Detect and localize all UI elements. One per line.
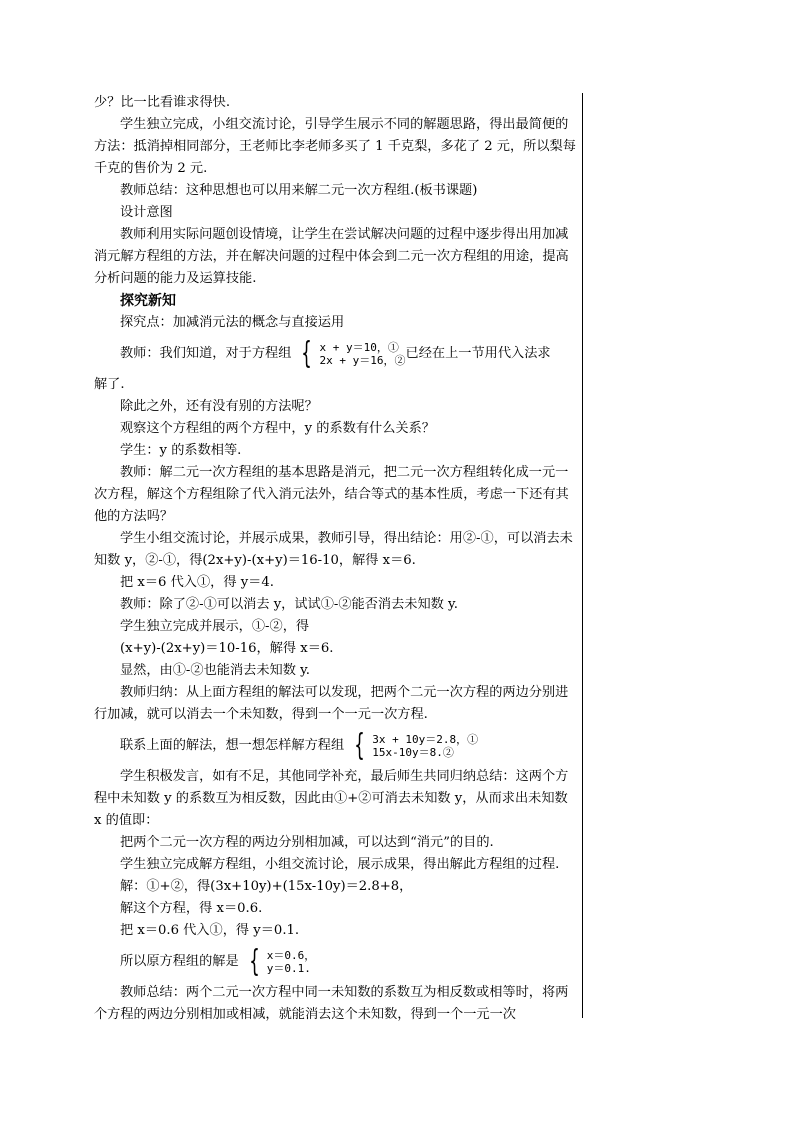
paragraph: 联系上面的解法，想一想怎样解方程组 [120,738,345,753]
paragraph: 把两个二元一次方程的两边分别相加减，可以达到“消元”的目的. [120,835,494,850]
brace-icon: { [354,728,365,763]
lesson-text [94,92,578,1026]
paragraph: 教师总结：这种思想也可以用来解二元一次方程组.(板书课题) [120,183,478,198]
paragraph: 显然，由①-②也能消去未知数 y. [120,663,310,678]
equation-line [94,334,578,374]
paragraph: 学生：y 的系数相等. [120,443,242,458]
equation: 15x-10y＝8.② [372,746,454,759]
brace-icon: { [248,944,260,979]
paragraph: 教师：除了②-①可以消去 y，试试①-②能否消去未知数 y. [120,597,458,612]
paragraph: 解了. [94,377,125,392]
equation: y＝0.1. [266,962,311,975]
paragraph: (x+y)-(2x+y)＝10-16，解得 x＝6. [120,641,334,656]
paragraph: 把 x＝0.6 代入①，得 y＝0.1. [120,923,300,938]
paragraph: 所以原方程组的解是 [120,954,239,969]
paragraph: 学生独立完成解方程组，小组交流讨论，展示成果，得出解此方程组的过程. [120,857,560,872]
equation-line [94,726,578,766]
paragraph: 探究点：加减消元法的概念与直接运用 [120,315,345,330]
solution-line [94,942,578,982]
equation: 2x + y＝16，② [319,354,406,367]
equation: 3x + 10y＝2.8，① [372,733,479,746]
section-heading: 探究新知 [120,293,176,309]
paragraph: 教师：解二元一次方程组的基本思路是消元，把二元一次方程组转化成一元一次方程，解这个方程组除了代入消元法外，结合等式的基本性质，考虑一下还有其他的方法吗？ [94,465,569,524]
paragraph: 教师利用实际问题创设情境，让学生在尝试解决问题的过程中逐步得出用加减消元解方程组的方法，并在解决问题的过程中体会到二元一次方程组的用途，提高分析问题的能力及运算技能. [94,227,569,286]
brace-icon: { [301,336,313,371]
paragraph: 学生独立完成并展示，①-②，得 [120,619,310,634]
paragraph: 把 x＝6 代入①，得 y＝4. [120,575,274,590]
equation: x + y＝10，① [319,341,399,354]
paragraph: 除此之外，还有没有别的方法呢？ [120,399,318,414]
equation-system-1 [320,341,406,367]
equation: x＝0.6， [266,949,316,962]
paragraph: 设计意图 [120,205,173,220]
paragraph: 教师：我们知道，对于方程组 [120,346,292,361]
table-border-line [582,93,583,1018]
paragraph: 学生小组交流讨论，并展示成果，教师引导，得出结论：用②-①，可以消去未知数 y，②-①，得(2x+y)-(x+y)＝16-10，解得 x＝6. [94,531,573,568]
paragraph: 少？比一比看谁求得快. [94,95,231,110]
paragraph: 解：①+②，得(3x+10y)+(15x-10y)＝2.8+8， [120,879,413,894]
paragraph: 教师总结：两个二元一次方程中同一未知数的系数互为相反数或相等时，将两个方程的两边分别相加或相减，就能消去这个未知数，得到一个一元一次 [94,985,569,1022]
paragraph: 学生独立完成，小组交流讨论，引导学生展示不同的解题思路，得出最简便的方法：抵消掉相同部分，王老师比李老师多买了 1 千克梨，多花了 2 元，所以梨每千克的售价为 2 元. [94,117,576,176]
paragraph: 学生积极发言，如有不足，其他同学补充，最后师生共同归纳总结：这两个方程中未知数 y 的系数互为相反数，因此由①+②可消去未知数 y，从而求出未知数 x 的值即： [94,769,569,828]
paragraph: 解这个方程，得 x＝0.6. [120,901,263,916]
paragraph: 已经在上一节用代入法求 [405,346,551,361]
paragraph: 观察这个方程组的两个方程中，y 的系数有什么关系？ [120,421,435,436]
solution-system [267,949,316,975]
equation-system-2 [372,733,478,759]
paragraph: 教师归纳：从上面方程组的解法可以发现，把两个二元一次方程的两边分别进行加减，就可以消去一个未知数，得到一个一元一次方程. [94,685,569,722]
